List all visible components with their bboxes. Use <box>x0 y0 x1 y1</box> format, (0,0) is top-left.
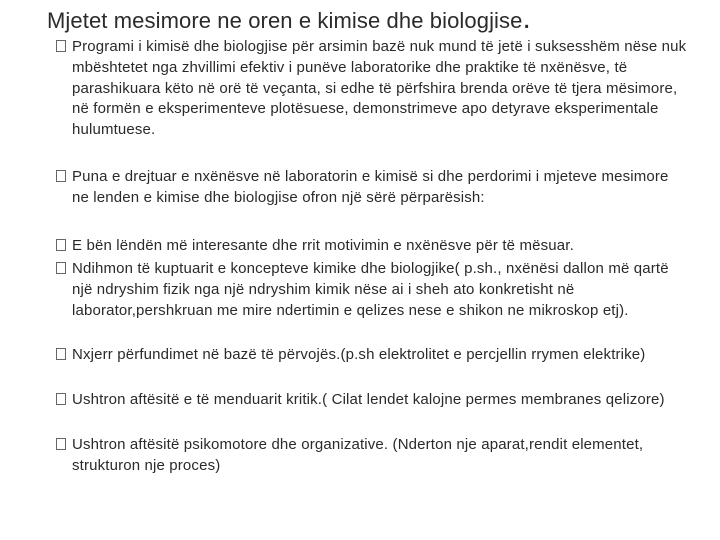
square-bullet-icon <box>54 236 68 257</box>
bullet-text-2: Puna e drejtuar e nxënësve në laboratorin e kimisë si dhe perdorimi i mjeteve mesimore ne lenden e kimise dhe biologjise ofron një sërë përparësish: <box>72 168 669 206</box>
bullet-text-1: Programi i kimisë dhe biologjise për arsimin bazë nuk mund të jetë i suksesshëm nëse nuk mbështetet nga zhvillimi efektiv i punëve laboratorike dhe praktike të nxënësve, të parashikuara këto në orë të veçanta, si edhe të përfshira brenda orëve të tjera mësimore, në formën e eksperimenteve plotësuese, demonstrimeve apo detyrave eksperimentale hulumtuese. <box>72 38 687 139</box>
square-bullet-icon <box>54 37 68 58</box>
bullet-text-5: Nxjerr përfundimet në bazë të përvojës.(p.sh elektrolitet e percjellin rrymen elektrike) <box>72 346 646 363</box>
slide-title-period: . <box>522 2 531 35</box>
bullet-text-4: Ndihmon të kuptuarit e koncepteve kimike dhe biologjike( p.sh., nxënësi dallon më qartë një ndryshim fizik nga një ndryshim kimik nëse ai i sheh ato konkretisht në laborator,pershkruan me mire ndertimin e qelizes nese e shikon ne mikroskop etj). <box>72 260 669 319</box>
square-bullet-icon <box>54 390 68 411</box>
square-bullet-icon <box>54 259 68 280</box>
square-bullet-icon <box>54 345 68 366</box>
square-bullet-icon <box>54 435 68 456</box>
bullet-text-7: Ushtron aftësitë psikomotore dhe organizative. (Nderton nje aparat,rendit elementet, strukturon nje proces) <box>72 436 644 474</box>
slide-title-text: Mjetet mesimore ne oren e kimise dhe biologjise <box>47 8 523 33</box>
bullet-text-6: Ushtron aftësitë e të menduarit kritik.( Cilat lendet kalojne permes membranes qelizore) <box>72 391 665 408</box>
slide-title <box>47 2 531 35</box>
square-bullet-icon <box>54 167 68 188</box>
bullet-text-3: E bën lëndën më interesante dhe rrit motivimin e nxënësve për të mësuar. <box>72 237 574 254</box>
